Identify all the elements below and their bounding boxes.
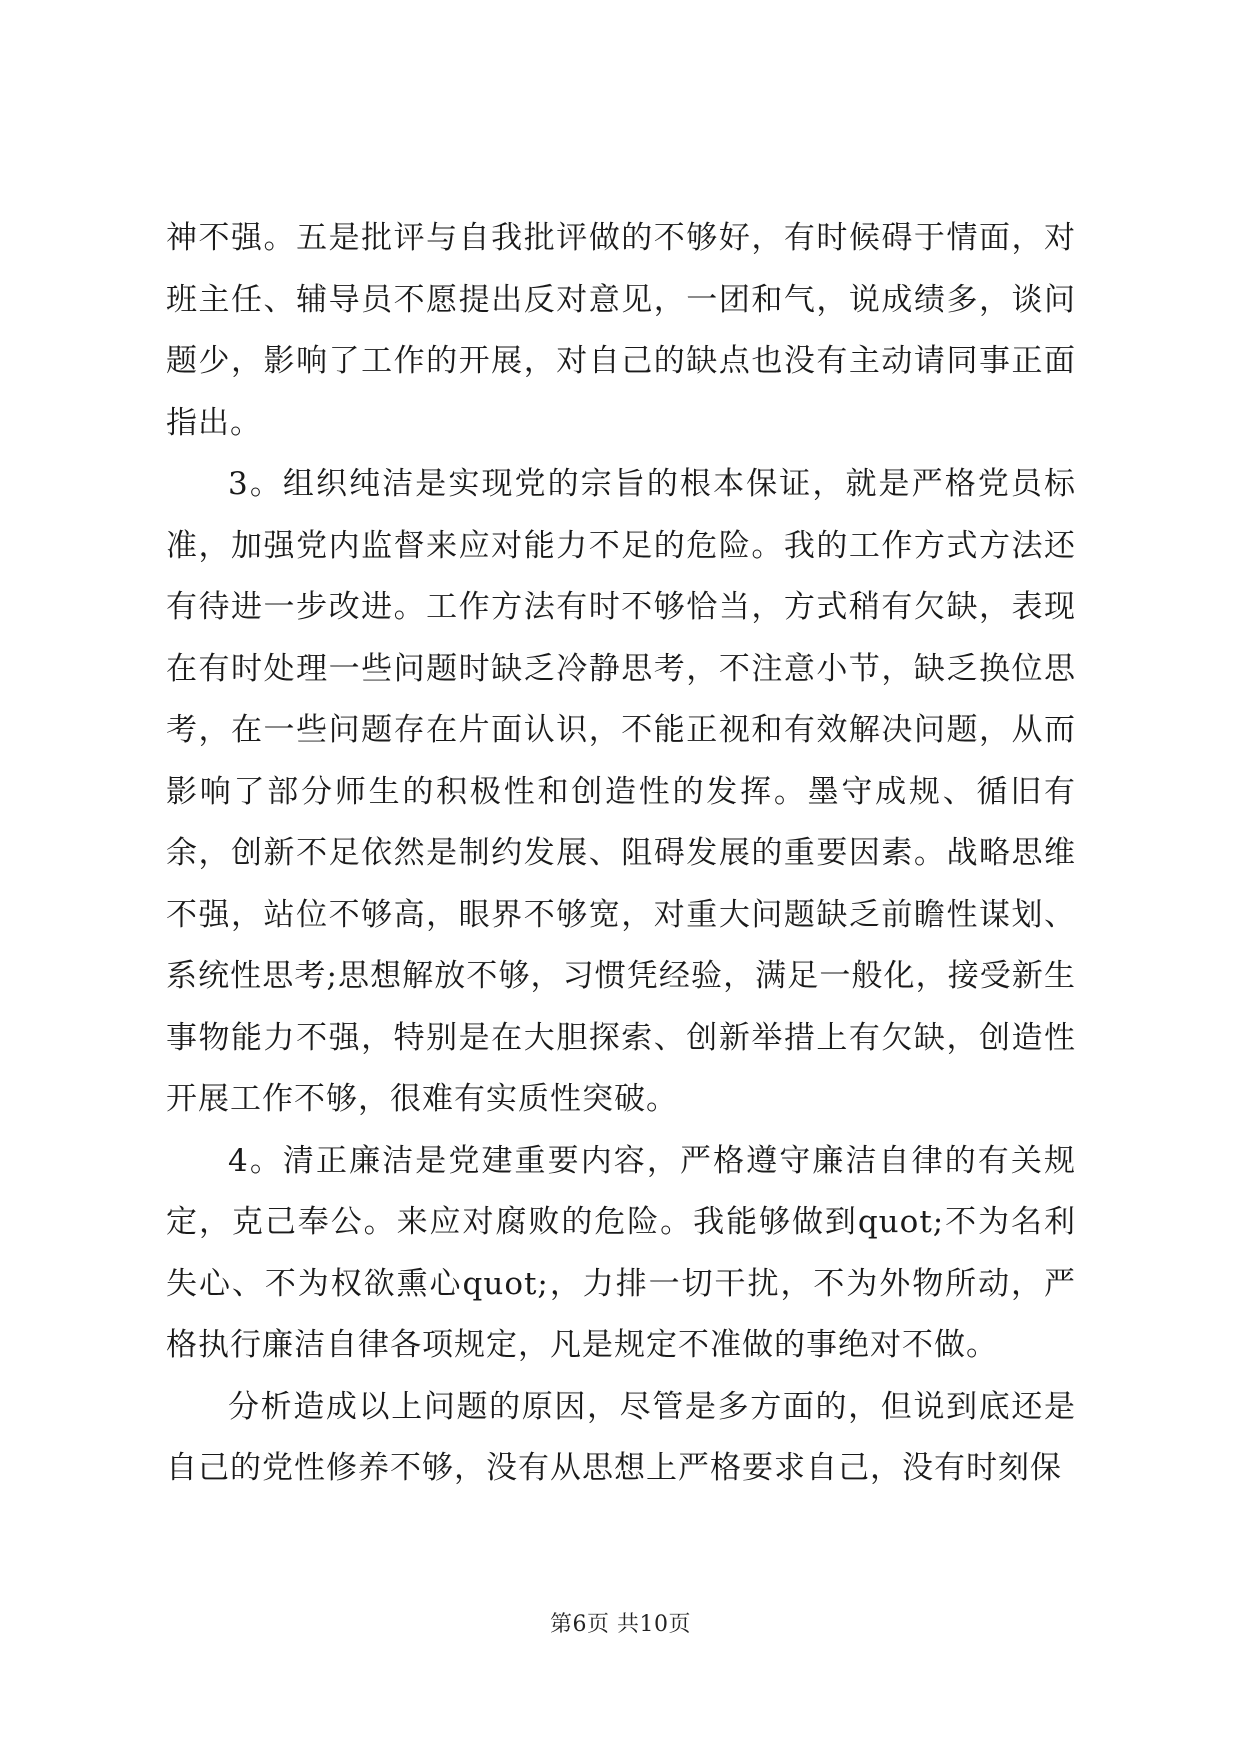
paragraph-continued: 神不强。五是批评与自我批评做的不够好，有时候碍于情面，对班主任、辅导员不愿提出反对意见，一团和气，说成绩多，谈问题少，影响了工作的开展，对自己的缺点也没有主动请同事正面指出。 [166, 220, 1076, 441]
paragraph-item-3: 3。组织纯洁是实现党的宗旨的根本保证，就是严格党员标准，加强党内监督来应对能力不足的危险。我的工作方式方法还有待进一步改进。工作方法有时不够恰当，方式稍有欠缺，表现在有时处理一些问题时缺乏冷静思考，不注意小节，缺乏换位思考，在一些问题存在片面认识，不能正视和有效解决问题，从而影响了部分师生的积极性和创造性的发挥。墨守成规、循旧有余，创新不足依然是制约发展、阻碍发展的重要因素。战略思维不强，站位不够高，眼界不够宽，对重大问题缺乏前瞻性谋划、系统性思考;思想解放不够，习惯凭经验，满足一般化，接受新生事物能力不强，特别是在大胆探索、创新举措上有欠缺，创造性开展工作不够，很难有实质性突破。 [166, 466, 1076, 1117]
paragraph-item-4: 4。清正廉洁是党建重要内容，严格遵守廉洁自律的有关规定，克己奉公。来应对腐败的危险。我能够做到quot;不为名利失心、不为权欲熏心quot;，力排一切干扰，不为外物所动，严格执行廉洁自律各项规定，凡是规定不准做的事绝对不做。 [166, 1142, 1076, 1363]
page-footer: 第6页 共10页 [550, 1612, 691, 1637]
document-body [166, 208, 1076, 1500]
paragraph-analysis: 分析造成以上问题的原因，尽管是多方面的，但说到底还是自己的党性修养不够，没有从思想上严格要求自己，没有时刻保 [166, 1388, 1076, 1486]
